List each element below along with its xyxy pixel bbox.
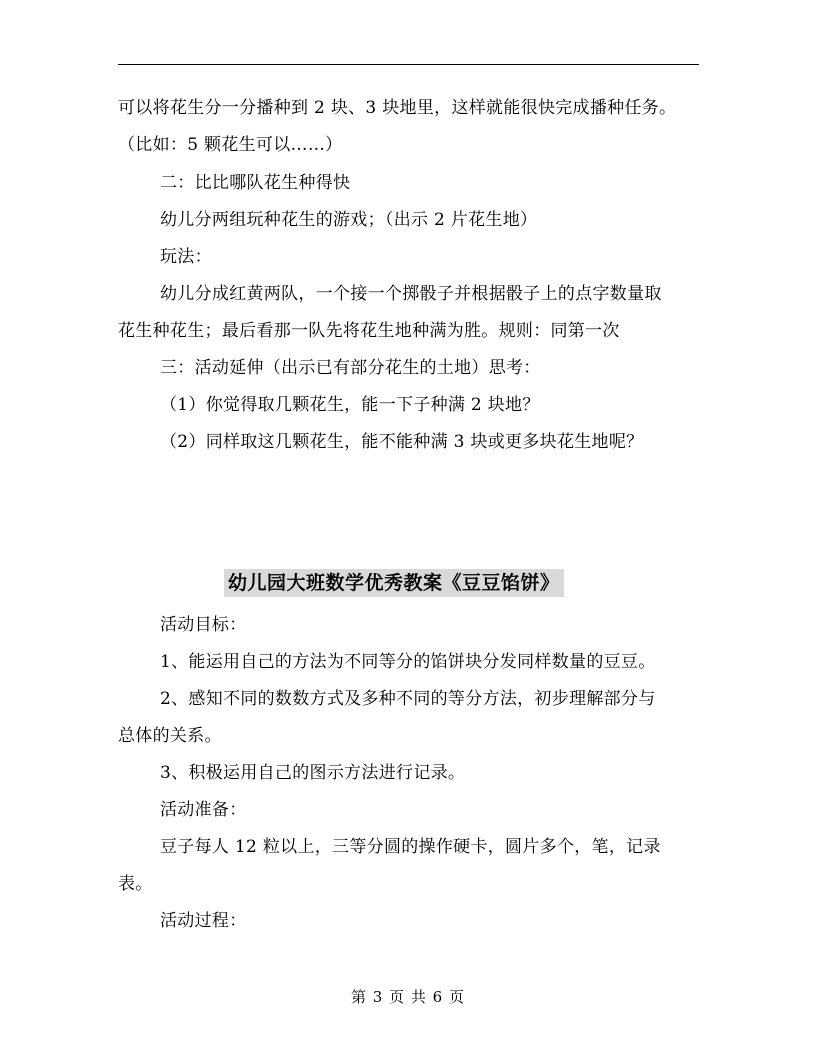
list-item: （1）你觉得取几颗花生，能一下子种满 2 块地？ (160, 395, 540, 415)
list-item: （2）同样取这几颗花生，能不能种满 3 块或更多块花生地呢？ (160, 432, 644, 452)
section-heading: 三：活动延伸（出示已有部分花生的土地）思考： (160, 358, 541, 378)
paragraph-line: 可以将花生分一分播种到 2 块、3 块地里，这样就能很快完成播种任务。 (118, 98, 677, 118)
paragraph-line: 花生种花生；最后看那一队先将花生地种满为胜。规则：同第一次 (118, 321, 620, 341)
paragraph-line: 玩法： (160, 247, 212, 267)
paragraph-line: （比如：5 颗花生可以……） (118, 135, 343, 155)
page-footer: 第 3 页 共 6 页 (351, 988, 465, 1006)
section-heading: 活动准备： (160, 800, 247, 820)
paragraph-line: 总体的关系。 (118, 726, 222, 746)
section-heading: 活动目标： (160, 615, 247, 635)
section-heading: 活动过程： (160, 911, 247, 931)
document-title: 幼儿园大班数学优秀教案《豆豆馅饼》 (224, 569, 564, 597)
header-rule (118, 64, 699, 65)
list-item: 2、感知不同的数数方式及多种不同的等分方法，初步理解部分与 (160, 689, 656, 709)
list-item: 1、能运用自己的方法为不同等分的馅饼块分发同样数量的豆豆。 (160, 652, 656, 672)
paragraph-line: 幼儿分两组玩种花生的游戏；（出示 2 片花生地） (160, 210, 538, 230)
paragraph-line: 幼儿分成红黄两队，一个接一个掷骰子并根据骰子上的点字数量取 (160, 284, 662, 304)
list-item: 3、积极运用自己的图示方法进行记录。 (160, 763, 466, 783)
paragraph-line: 表。 (118, 874, 153, 894)
paragraph-line: 豆子每人 12 粒以上，三等分圆的操作硬卡，圆片多个，笔，记录 (160, 837, 661, 857)
section-heading: 二：比比哪队花生种得快 (160, 173, 351, 193)
